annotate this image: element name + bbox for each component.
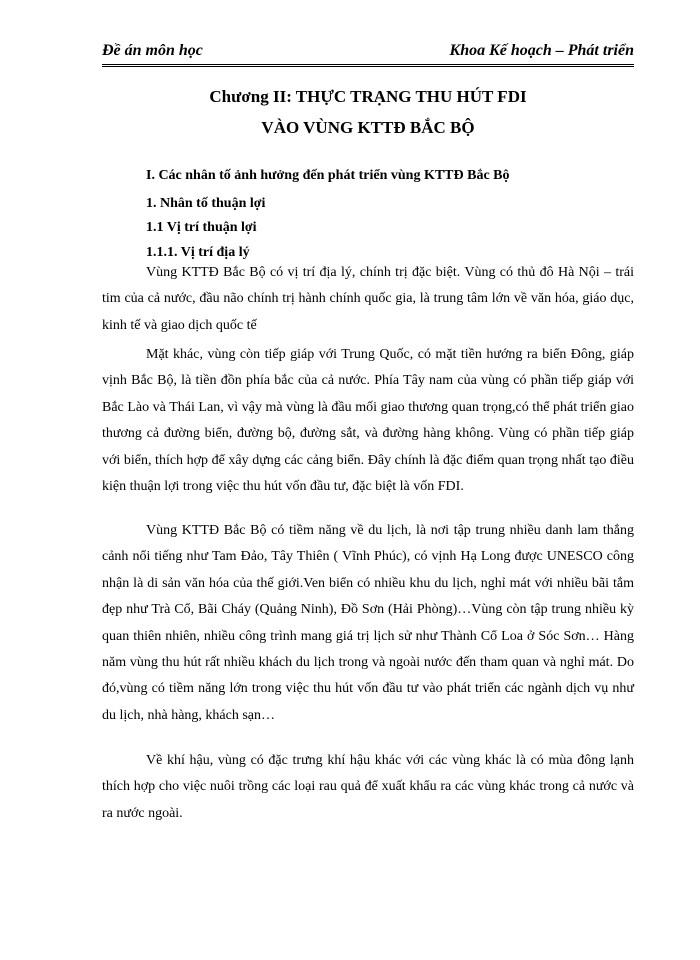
chapter-title-line1: Chương II: THỰC TRẠNG THU HÚT FDI: [209, 87, 527, 106]
chapter-title-line2: VÀO VÙNG KTTĐ BẮC BỘ: [261, 118, 475, 137]
paragraph: Về khí hậu, vùng có đặc trưng khí hậu khác với các vùng khác là có mùa đông lạnh thích hợp cho việc nuôi trồng các loại rau quả để xuất khẩu ra các vùng khác trong cả nước và ra nước ngoài.: [102, 753, 634, 821]
subsection-heading: 1. Nhân tố thuận lợi: [146, 196, 266, 211]
section-heading: I. Các nhân tố ảnh hưởng đến phát triển vùng KTTĐ Bắc Bộ: [146, 168, 510, 183]
paragraph: Vùng KTTĐ Bắc Bộ có tiềm năng về du lịch, là nơi tập trung nhiều danh lam thắng cảnh nổi tiếng như Tam Đảo, Tây Thiên ( Vĩnh Phúc), có vịnh Hạ Long được UNESCO công nhận là di sản văn hóa của thế giới.Ven biển có nhiều khu du lịch, nghỉ mát với nhiều bãi tắm đẹp như Trà Cổ, Bãi Cháy (Quảng Ninh), Đồ Sơn (Hải Phòng)…Vùng còn tập trung nhiều kỳ quan thiên nhiên, nhiều công trình mang giá trị lịch sử như Thành Cổ Loa ở Sóc Sơn… Hàng năm vùng thu hút rất nhiều khách du lịch trong và ngoài nước đến tham quan và nghỉ mát. Do đó,vùng có tiềm năng lớn trong việc thu hút vốn đầu tư vào phát triển các ngành dịch vụ như du lịch, nhà hàng, khách sạn…: [102, 523, 634, 723]
subsubsection-heading: 1.1 Vị trí thuận lợi: [146, 220, 257, 235]
paragraph: Vùng KTTĐ Bắc Bộ có vị trí địa lý, chính trị đặc biệt. Vùng có thủ đô Hà Nội – trái tim của cả nước, đầu não chính trị hành chính quốc gia, là trung tâm lớn về văn hóa, giáo dục, kinh tế và giao dịch quốc tế: [102, 265, 634, 333]
subsubsubsection-heading: 1.1.1. Vị trí địa lý: [146, 245, 250, 260]
page-header: [102, 42, 634, 67]
header-left-text: Đề án môn học: [102, 42, 203, 59]
paragraph: Mặt khác, vùng còn tiếp giáp với Trung Quốc, có mặt tiền hướng ra biển Đông, giáp vịnh Bắc Bộ, là tiền đồn phía bắc của cả nước. Phía Tây nam của vùng có phần tiếp giáp với Bắc Lào và Thái Lan, vì vậy mà vùng là đầu mối giao thương quan trọng,có thể phát triển giao thương cả đường biển, đường bộ, đường sắt, và đường hàng không. Vùng có phần tiếp giáp với biển, thích hợp để xây dựng các cảng biển. Đây chính là đặc điểm quan trọng nhất tạo điều kiện thuận lợi trong việc thu hút vốn đầu tư, đặc biệt là vốn FDI.: [102, 347, 634, 495]
header-right-text: Khoa Kế hoạch – Phát triển: [449, 42, 634, 59]
